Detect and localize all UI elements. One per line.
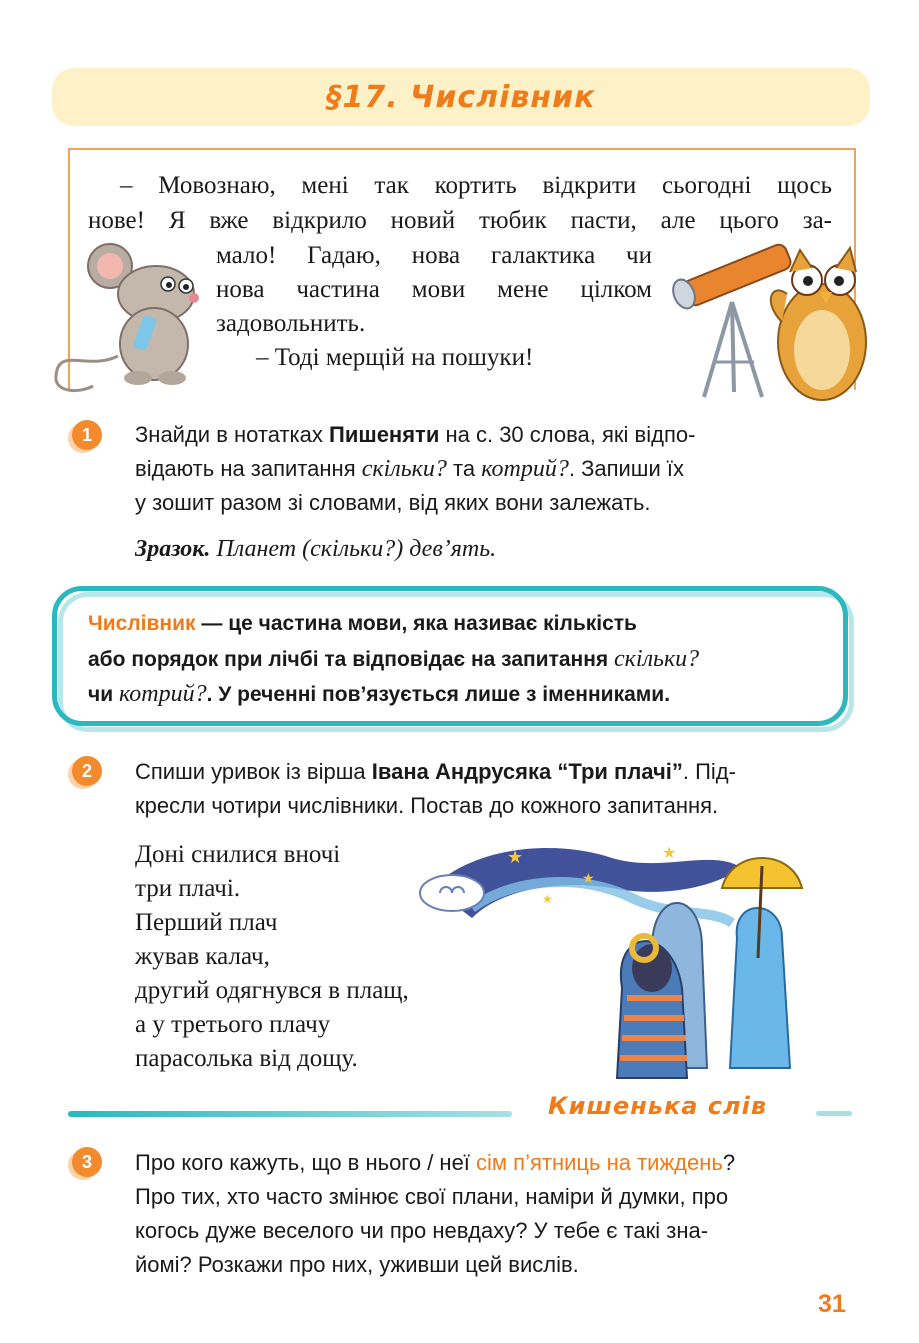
pocket-title: Кишенька слів [548,1092,768,1120]
question-word: котрий? [481,456,569,482]
dialog-line: нове! Я вже відкрило новий тюбик пасти, але цього за- [88,207,832,234]
poem-line: Перший плач [135,909,278,936]
text: або порядок при лічбі та відповідає на запитання [88,648,615,671]
dialog-line: нова частина мови мене цілком [216,276,652,303]
text: Знайди в нотатках [135,422,330,447]
owl-telescope-illustration [662,232,872,407]
task1-line2 [135,452,684,486]
bold-text: Пишеняти [329,422,440,447]
task3-line1 [135,1146,735,1180]
text: . Запиши їх [568,456,684,481]
poem-line: три плачі. [135,875,241,902]
three-cries-illustration [412,828,812,1090]
text: Спиши уривок із вірша [135,759,372,784]
sample-label: Зразок. [135,536,211,562]
mouse-illustration [48,236,208,396]
task3-line3: когось дуже веселого чи про невдаху? У тебе є такі зна- [135,1218,709,1243]
task2-line2: кресли чотири числівники. Постав до кожного запитання. [135,793,719,818]
poem-author-title: Івана Андрусяка “Три плачі” [371,759,683,784]
idiom-highlight: сім п’ятниць на тиждень [476,1150,723,1175]
task3-line4: йомі? Розкажи про них, уживши цей вислів. [135,1252,579,1277]
poem-line: жував калач, [135,943,270,970]
pocket-divider [68,1111,512,1117]
task-number-label: 2 [81,760,92,781]
task-number-2 [72,756,102,786]
dialog-reply: – Тоді мерщій на пошуки! [256,344,534,371]
text: — це частина мови, яка називає кількість [195,612,637,635]
text: Про кого кажуть, що в нього / неї [135,1150,477,1175]
task-number-3 [72,1147,102,1177]
question-word: котрий? [118,681,207,707]
rule-term: Числівник [88,612,196,635]
question-word: скільки? [614,646,700,672]
svg-text:★: ★ [542,892,553,906]
task-number-label: 1 [81,424,92,445]
text: відають на запитання [135,456,362,481]
page-number: 31 [818,1290,846,1318]
dialog-line: задовольнить. [216,310,366,337]
task-number-label: 3 [81,1151,92,1172]
svg-text:★: ★ [662,843,677,862]
svg-text:★: ★ [582,871,595,887]
pocket-divider-right [816,1111,852,1116]
poem-line: Доні снилися вночі [135,841,341,868]
text: . У реченні пов’язується лише з іменниками. [206,683,671,706]
svg-text:★: ★ [507,847,524,868]
text: ? [722,1150,736,1175]
task1-line3: у зошит разом зі словами, від яких вони залежать. [135,490,651,515]
task2-line1 [135,755,736,789]
text: чи [88,683,119,706]
page-title: §17. Числівник [326,79,596,115]
dialog-line: мало! Гадаю, нова галактика чи [216,242,652,269]
sample-text: Планет (скільки?) дев’ять. [210,536,497,562]
question-word: скільки? [361,456,447,482]
dialog-line: – Мовознаю, мені так кортить відкрити сьогодні щось [120,172,832,199]
task1-line1 [135,418,695,452]
task1-sample [135,532,496,566]
text: . Під- [682,759,736,784]
title-banner [52,68,870,126]
poem-line: а у третього плачу [135,1011,331,1038]
rule-line1 [88,607,637,641]
rule-line2 [88,642,699,677]
task3-line2: Про тих, хто часто змінює свої плани, наміри й думки, про [135,1184,729,1209]
poem-line: другий одягнувся в плащ, [135,977,409,1004]
text: на с. 30 слова, які відпо- [439,422,696,447]
text: та [446,456,482,481]
poem-line: парасолька від дощу. [135,1045,358,1072]
task-number-1 [72,420,102,450]
rule-line3 [88,677,670,712]
